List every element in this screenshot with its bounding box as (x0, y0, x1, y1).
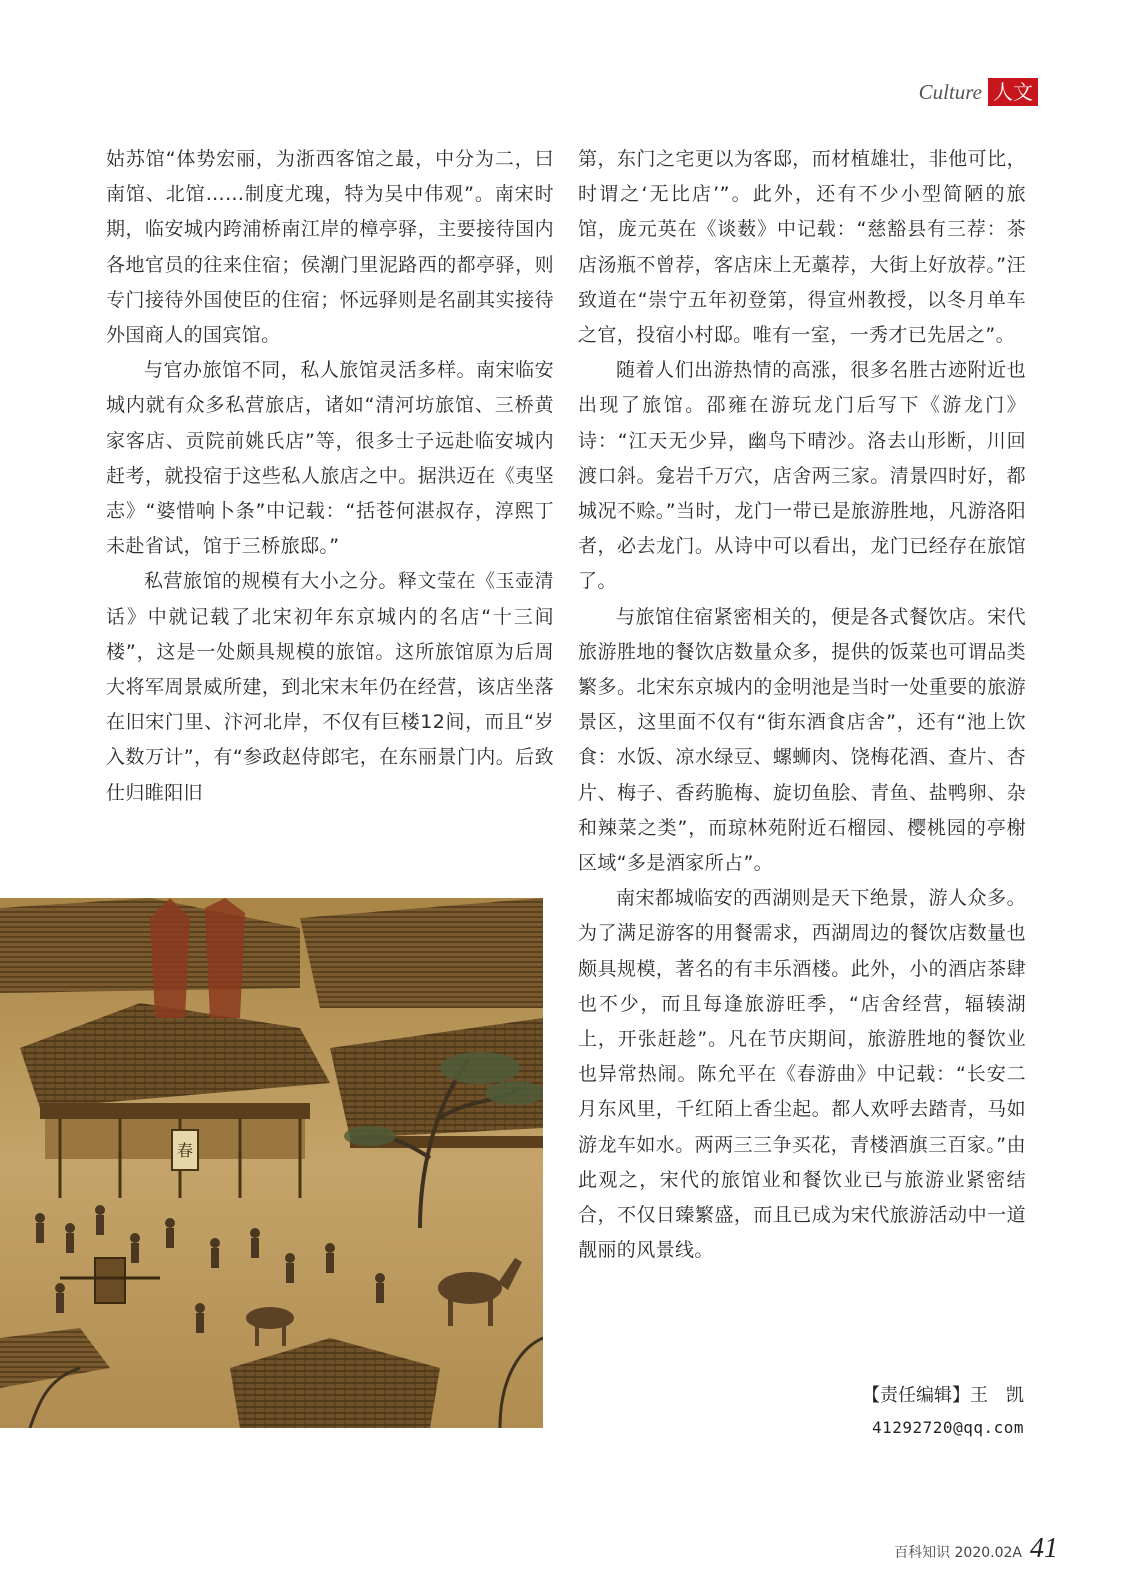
editor-email: 41292720@qq.com (872, 1418, 1024, 1437)
section-title-en: Culture (918, 79, 982, 104)
qingming-painting-illustration (0, 898, 543, 1428)
right-paragraph-1: 第，东门之宅更以为客邸，而材植雄壮，非他可比，时谓之‘无比店’”。此外，还有不少小型简陋的旅馆，庞元英在《谈薮》中记载：“慈豁县有三荐：茶店汤瓶不曾荐，客店床上无藁荐，大街上好放荐。”汪致道在“崇宁五年初登第，得宣州教授，以冬月单车之官，投宿小村邸。唯有一室，一秀才已先居之”。 (578, 148, 1026, 347)
left-paragraph-2: 与官办旅馆不同，私人旅馆灵活多样。南宋临安城内就有众多私营旅店，诸如“清河坊旅馆、三桥黄家客店、贡院前姚氏店”等，很多士子远赴临安城内赶考，就投宿于这些私人旅店之中。据洪迈在《夷坚志》“婆惜响卜条”中记载：“括苍何湛叔存，淳熙丁未赴省试，馆于三桥旅邸。” (106, 359, 554, 558)
left-paragraph-3: 私营旅馆的规模有大小之分。释文莹在《玉壶清话》中就记载了北宋初年东京城内的名店“十三间楼”，这是一处颇具规模的旅馆。这所旅馆原为后周大将军周景威所建，到北宋末年仍在经营，该店坐落在旧宋门里、汴河北岸，不仅有巨楼12间，而且“岁入数万计”，有“参政赵侍郎宅，在东丽景门内。后致仕归睢阳旧 (106, 570, 554, 804)
right-paragraph-2: 随着人们出游热情的高涨，很多名胜古迹附近也出现了旅馆。邵雍在游玩龙门后写下《游龙门》诗：“江天无少异，幽鸟下晴沙。洛去山形断，川回渡口斜。龛岩千万穴，店舍两三家。清景四时好，都城况不赊。”当时，龙门一带已是旅游胜地，凡游洛阳者，必去龙门。从诗中可以看出，龙门已经存在旅馆了。 (578, 359, 1026, 593)
right-paragraph-4: 南宋都城临安的西湖则是天下绝景，游人众多。为了满足游客的用餐需求，西湖周边的餐饮店数量也颇具规模，著名的有丰乐酒楼。此外，小的酒店茶肆也不少，而且每逢旅游旺季，“店舍经营，辐辏湖上，开张赶趁”。凡在节庆期间，旅游胜地的餐饮业也异常热闹。陈允平在《春游曲》中记载：“长安二月东风里，千红陌上香尘起。都人欢呼去踏青，马如游龙车如水。两两三三争买花，青楼酒旗三百家。”由此观之，宋代的旅馆业和餐饮业已与旅游业紧密结合，不仅日臻繁盛，而且已成为宋代旅游活动中一道靓丽的风景线。 (578, 887, 1026, 1262)
painting-shop-sign: 春 (176, 1141, 194, 1160)
editor-label: 【责任编辑】王 凯 (862, 1385, 1024, 1406)
magazine-issue: 百科知识 2020.02A (894, 1545, 1022, 1561)
page-number: 41 (1030, 1533, 1058, 1564)
editor-credit (578, 1380, 1024, 1444)
section-title-cn: 人文 (988, 78, 1038, 106)
left-column (106, 142, 554, 811)
page-footer (894, 1533, 1058, 1564)
right-column (578, 142, 1026, 1269)
left-paragraph-1: 姑苏馆“体势宏丽，为浙西客馆之最，中分为二，曰南馆、北馆……制度尤瑰，特为吴中伟观”。南宋时期，临安城内跨浦桥南江岸的樟亭驿，主要接待国内各地官员的往来住宿；侯潮门里泥路西的都亭驿，则专门接待外国使臣的住宿；怀远驿则是名副其实接待外国商人的国宾馆。 (106, 148, 554, 347)
right-paragraph-3: 与旅馆住宿紧密相关的，便是各式餐饮店。宋代旅游胜地的餐饮店数量众多，提供的饭菜也可谓品类繁多。北宋东京城内的金明池是当时一处重要的旅游景区，这里面不仅有“街东酒食店舍”，还有“池上饮食：水饭、凉水绿豆、螺蛳肉、饶梅花酒、查片、杏片、梅子、香药脆梅、旋切鱼脍、青鱼、盐鸭卵、杂和辣菜之类”，而琼林苑附近石榴园、樱桃园的亭榭区域“多是酒家所占”。 (578, 605, 1026, 875)
section-header (919, 78, 1038, 106)
